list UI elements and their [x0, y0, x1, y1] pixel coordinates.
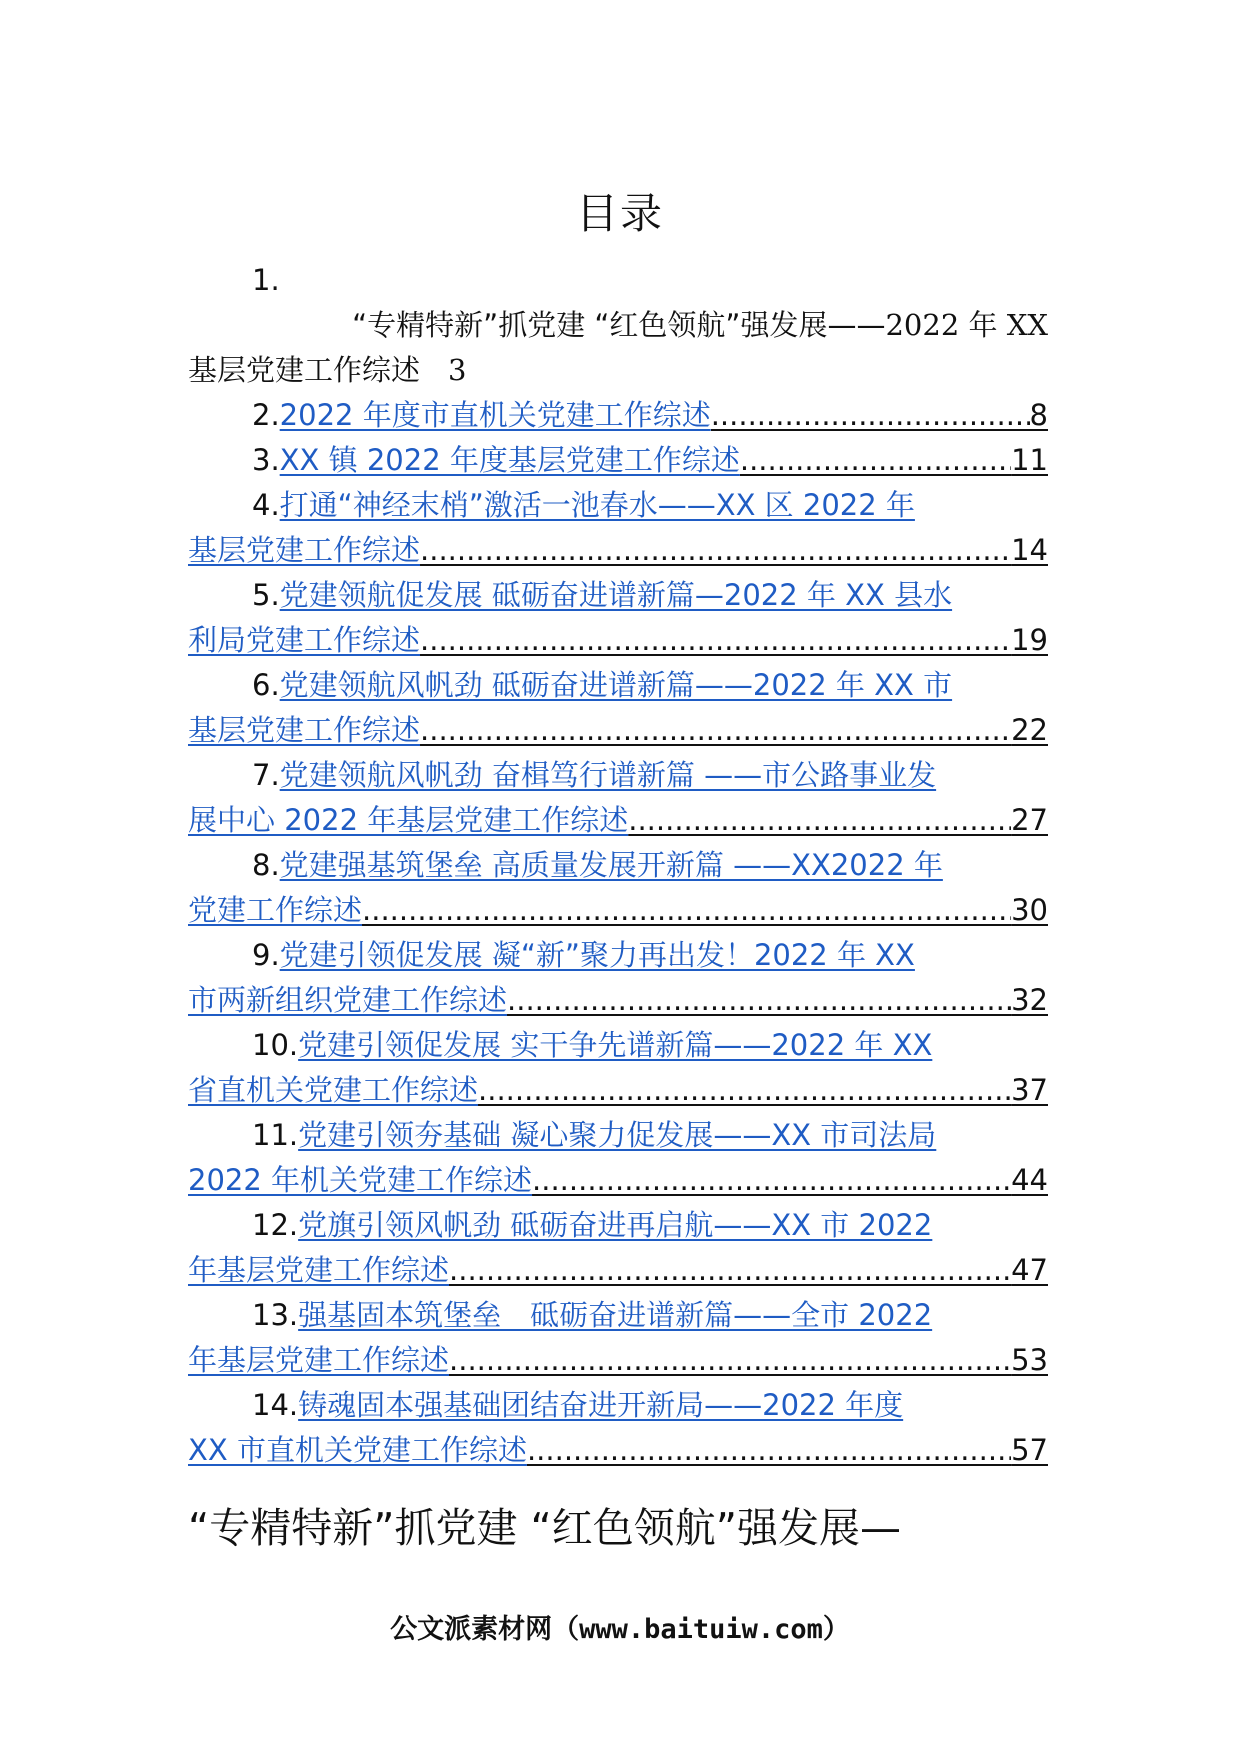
toc-entry-row [188, 798, 1048, 843]
toc-entry-number: 9. [252, 938, 280, 972]
footer-close: ） [822, 1614, 850, 1645]
toc-entry-row [188, 1113, 1048, 1158]
toc-entry-link[interactable]: 省直机关党建工作综述 [188, 1073, 479, 1107]
toc-entry-row [188, 1248, 1048, 1293]
toc-leader-dots [532, 1158, 1011, 1203]
toc-page-number: 27 [1011, 803, 1048, 837]
toc-page-number: 37 [1011, 1073, 1048, 1107]
toc-entry-number: 2. [252, 398, 280, 432]
toc-entry-5[interactable] [188, 573, 1048, 663]
toc-title: 目录 [575, 189, 664, 238]
toc-entry-row [188, 888, 1048, 933]
toc-entry-row [188, 393, 1048, 438]
toc-entry-link[interactable]: 党建引领促发展 实干争先谱新篇——2022 年 XX [298, 1028, 933, 1062]
toc-entry-6[interactable] [188, 663, 1048, 753]
toc-entry-3[interactable] [188, 438, 1048, 483]
toc-page-number: 53 [1011, 1343, 1048, 1377]
toc-entry-link[interactable]: 党建强基筑堡垒 高质量发展开新篇 ——XX2022 年 [279, 848, 943, 882]
toc-leader-dots [420, 528, 1011, 573]
toc-page-number: 19 [1011, 623, 1048, 657]
toc-leader-dots [478, 1068, 1011, 1113]
toc-page-number: 44 [1011, 1163, 1048, 1197]
toc-leader-dots [507, 978, 1011, 1023]
toc-leader-dots [420, 618, 1011, 663]
toc-entry-link[interactable]: 2022 年机关党建工作综述 [188, 1163, 533, 1197]
toc-entry-9[interactable] [188, 933, 1048, 1023]
toc-page-number: 22 [1011, 713, 1048, 747]
toc-entry-number: 4. [252, 488, 280, 522]
toc-entry-title-line2: 基层党建工作综述 3 [188, 353, 467, 387]
toc-entry-link[interactable]: 基层党建工作综述 [188, 533, 421, 567]
toc-entry-row [188, 843, 1048, 888]
toc-entry-row [188, 663, 1048, 708]
toc-entry-link[interactable]: 党建领航风帆劲 奋楫笃行谱新篇 ——市公路事业发 [279, 758, 937, 792]
toc-leader-dots [449, 1338, 1011, 1383]
toc-entry-number: 6. [252, 668, 280, 702]
toc-leader-dots [527, 1428, 1011, 1473]
toc-entry-number: 5. [252, 578, 280, 612]
toc-entry-link[interactable]: 铸魂固本强基础团结奋进开新局——2022 年度 [298, 1388, 904, 1422]
toc-entry-row [188, 1338, 1048, 1383]
toc-entry-2[interactable] [188, 393, 1048, 438]
toc-entry-number: 11. [252, 1118, 299, 1152]
toc-entry-link[interactable]: 利局党建工作综述 [188, 623, 421, 657]
toc-page-number: 32 [1011, 983, 1048, 1017]
toc-entry-14[interactable] [188, 1383, 1048, 1473]
toc-entry-row [188, 618, 1048, 663]
toc-page-number: 11 [1011, 443, 1048, 477]
toc-page-number: 14 [1011, 533, 1048, 567]
toc-entry-link[interactable]: 基层党建工作综述 [188, 713, 421, 747]
toc-entry-10[interactable] [188, 1023, 1048, 1113]
toc-page-number: 47 [1011, 1253, 1048, 1287]
toc-entry-link[interactable]: XX 镇 2022 年度基层党建工作综述 [279, 443, 740, 477]
toc-entry-number: 13. [252, 1298, 299, 1332]
toc-entry-row [188, 438, 1048, 483]
toc-entry-link[interactable]: 党建引领促发展 凝“新”聚力再出发！2022 年 XX [279, 938, 915, 972]
toc-page-number: 30 [1011, 893, 1048, 927]
toc-entry-row [188, 708, 1048, 753]
toc-entry-number: 12. [252, 1208, 299, 1242]
toc-leader-dots [740, 438, 1011, 483]
toc-entry-8[interactable] [188, 843, 1048, 933]
toc-entry-link[interactable]: 党旗引领风帆劲 砥砺奋进再启航——XX 市 2022 [298, 1208, 933, 1242]
toc-entry-row [188, 1383, 1048, 1428]
toc-entry-list [188, 393, 1048, 1473]
section-heading: “专精特新”抓党建 “红色领航”强发展— [188, 1504, 901, 1552]
toc-entry-number: 3. [252, 443, 280, 477]
toc-entry-number: 7. [252, 758, 280, 792]
toc-entry-row [188, 978, 1048, 1023]
toc-entry-link[interactable]: 党建领航促发展 砥砺奋进谱新篇—2022 年 XX 县水 [279, 578, 953, 612]
toc-entry-number: 10. [252, 1028, 299, 1062]
footer-url: www.baituiw.com [579, 1614, 823, 1645]
toc-page-number: 3 [448, 353, 467, 387]
toc-entry-number: 1. [252, 263, 280, 297]
footer-watermark [0, 1612, 1240, 1648]
table-of-contents [188, 258, 1048, 1473]
toc-entry-row [188, 1203, 1048, 1248]
toc-page-number: 8 [1029, 398, 1048, 432]
toc-entry-link[interactable]: XX 市直机关党建工作综述 [188, 1433, 527, 1467]
toc-entry-link[interactable]: 党建引领夯基础 凝心聚力促发展——XX 市司法局 [298, 1118, 937, 1152]
toc-leader-dots [420, 708, 1011, 753]
toc-entry-row [188, 483, 1048, 528]
toc-entry-link[interactable]: 展中心 2022 年基层党建工作综述 [188, 803, 629, 837]
toc-entry-link[interactable]: 党建工作综述 [188, 893, 363, 927]
toc-entry-row [188, 753, 1048, 798]
toc-entry-row [188, 528, 1048, 573]
toc-entry-4[interactable] [188, 483, 1048, 573]
toc-entry-number: 8. [252, 848, 280, 882]
toc-entry-title-line1: “专精特新”抓党建 “红色领航”强发展——2022 年 XX [352, 308, 1048, 342]
toc-entry-12[interactable] [188, 1203, 1048, 1293]
toc-entry-link[interactable]: 年基层党建工作综述 [188, 1343, 450, 1377]
toc-entry-link[interactable]: 强基固本筑堡垒 砥砺奋进谱新篇——全市 2022 [298, 1298, 933, 1332]
toc-entry-row [188, 1068, 1048, 1113]
toc-entry-1 [188, 258, 1048, 393]
footer-site-name: 公文派素材网（ [390, 1614, 580, 1645]
toc-entry-link[interactable]: 年基层党建工作综述 [188, 1253, 450, 1287]
toc-entry-row [188, 573, 1048, 618]
toc-entry-row [188, 1023, 1048, 1068]
toc-entry-13[interactable] [188, 1293, 1048, 1383]
toc-page-number: 57 [1011, 1433, 1048, 1467]
toc-leader-dots [362, 888, 1011, 933]
toc-leader-dots [628, 798, 1011, 843]
toc-entry-7[interactable] [188, 753, 1048, 843]
toc-entry-link[interactable]: 市两新组织党建工作综述 [188, 983, 508, 1017]
toc-entry-row [188, 933, 1048, 978]
toc-entry-link[interactable]: 2022 年度市直机关党建工作综述 [279, 398, 711, 432]
toc-entry-link[interactable]: 党建领航风帆劲 砥砺奋进谱新篇——2022 年 XX 市 [279, 668, 953, 702]
toc-entry-row [188, 1158, 1048, 1203]
toc-entry-11[interactable] [188, 1113, 1048, 1203]
toc-entry-row [188, 1428, 1048, 1473]
toc-entry-row [188, 1293, 1048, 1338]
toc-leader-dots [711, 393, 1030, 438]
toc-entry-link[interactable]: 打通“神经末梢”激活一池春水——XX 区 2022 年 [279, 488, 915, 522]
toc-entry-number: 14. [252, 1388, 299, 1422]
toc-leader-dots [449, 1248, 1011, 1293]
